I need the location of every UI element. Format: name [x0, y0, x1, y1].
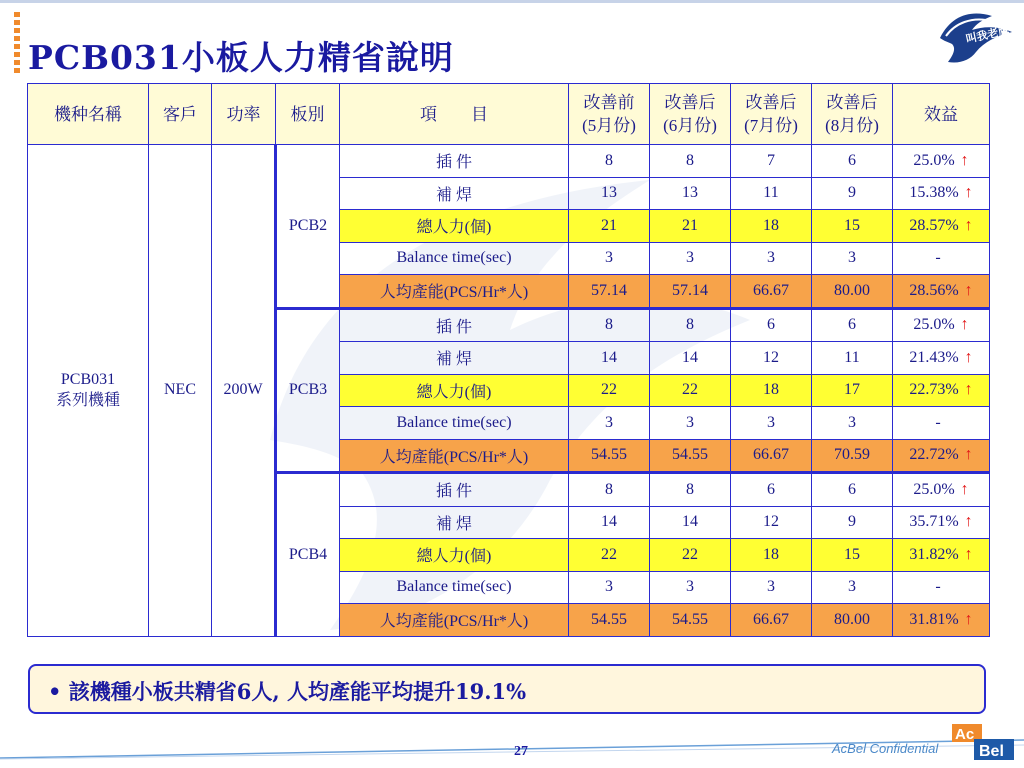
benefit-cell: 28.56% ↑ [893, 275, 990, 309]
board-cell: PCB4 [276, 473, 340, 637]
up-arrow-icon: ↑ [964, 545, 973, 563]
table-header-row [28, 84, 990, 145]
value-cell: 66.67 [731, 604, 812, 637]
item-cell: 補 焊 [340, 177, 569, 210]
value-cell: 13 [650, 177, 731, 210]
header-benefit: 效益 [893, 84, 990, 145]
value-cell: 66.67 [731, 275, 812, 309]
benefit-cell: 21.43% ↑ [893, 342, 990, 375]
value-cell: 54.55 [650, 439, 731, 473]
header-power: 功率 [212, 84, 276, 145]
benefit-cell: 15.38% ↑ [893, 177, 990, 210]
item-cell: 補 焊 [340, 506, 569, 539]
value-cell: 18 [731, 210, 812, 243]
up-arrow-icon: ↑ [960, 316, 969, 334]
benefit-cell: 28.57% ↑ [893, 210, 990, 243]
value-cell: 80.00 [812, 275, 893, 309]
page-title: PCB031小板人力精省說明 [28, 38, 454, 77]
value-cell: 57.14 [569, 275, 650, 309]
confidential-label: AcBel Confidential [832, 741, 939, 756]
up-arrow-icon: ↑ [964, 381, 973, 399]
benefit-cell: 31.81% ↑ [893, 604, 990, 637]
value-cell: 14 [569, 342, 650, 375]
value-cell: 22 [650, 539, 731, 572]
value-cell: 8 [569, 145, 650, 178]
svg-text:Ac: Ac [955, 726, 975, 743]
item-cell: 人均產能(PCS/Hr*人) [340, 604, 569, 637]
header-after-jul: 改善后 (7月份) [731, 84, 812, 145]
board-cell: PCB3 [276, 308, 340, 473]
value-cell: 6 [812, 308, 893, 342]
board-cell: PCB2 [276, 145, 340, 309]
benefit-cell: 31.82% ↑ [893, 539, 990, 572]
value-cell: 80.00 [812, 604, 893, 637]
value-cell: 3 [812, 571, 893, 604]
value-cell: 12 [731, 342, 812, 375]
value-cell: 3 [731, 407, 812, 440]
benefit-cell: 25.0% ↑ [893, 473, 990, 507]
value-cell: 3 [812, 407, 893, 440]
model-name-cell: PCB031 系列機種 [28, 145, 149, 637]
value-cell: 3 [731, 242, 812, 275]
value-cell: 14 [650, 342, 731, 375]
item-cell: 插 件 [340, 473, 569, 507]
value-cell: 3 [569, 571, 650, 604]
header-after-aug: 改善后 (8月份) [812, 84, 893, 145]
benefit-cell: - [893, 571, 990, 604]
svg-text:Bel: Bel [979, 743, 1004, 760]
up-arrow-icon: ↑ [964, 216, 973, 234]
value-cell: 3 [650, 407, 731, 440]
value-cell: 3 [731, 571, 812, 604]
value-cell: 70.59 [812, 439, 893, 473]
up-arrow-icon: ↑ [964, 281, 973, 299]
value-cell: 54.55 [569, 604, 650, 637]
header-board: 板別 [276, 84, 340, 145]
up-arrow-icon: ↑ [960, 151, 969, 169]
item-cell: Balance time(sec) [340, 242, 569, 275]
up-arrow-icon: ↑ [964, 446, 973, 464]
value-cell: 8 [569, 308, 650, 342]
item-cell: 總人力(個) [340, 539, 569, 572]
table-row [28, 145, 990, 178]
customer-cell: NEC [149, 145, 212, 637]
value-cell: 8 [650, 145, 731, 178]
item-cell: 插 件 [340, 308, 569, 342]
item-cell: 人均產能(PCS/Hr*人) [340, 439, 569, 473]
value-cell: 3 [650, 242, 731, 275]
manpower-table [27, 83, 990, 637]
value-cell: 6 [812, 473, 893, 507]
up-arrow-icon: ↑ [964, 184, 973, 202]
power-cell: 200W [212, 145, 276, 637]
value-cell: 3 [650, 571, 731, 604]
up-arrow-icon: ↑ [960, 480, 969, 498]
title-accent-bar [14, 12, 20, 75]
item-cell: 總人力(個) [340, 210, 569, 243]
value-cell: 3 [569, 407, 650, 440]
value-cell: 21 [569, 210, 650, 243]
header-item: 項 目 [340, 84, 569, 145]
value-cell: 15 [812, 210, 893, 243]
benefit-cell: - [893, 242, 990, 275]
value-cell: 14 [650, 506, 731, 539]
value-cell: 22 [650, 374, 731, 407]
summary-box [28, 664, 986, 714]
item-cell: Balance time(sec) [340, 407, 569, 440]
item-cell: 人均產能(PCS/Hr*人) [340, 275, 569, 309]
header-model: 機种名稱 [28, 84, 149, 145]
benefit-cell: - [893, 407, 990, 440]
value-cell: 9 [812, 506, 893, 539]
summary-text: • 該機種小板共精省6人, 人均產能平均提升19.1% [48, 679, 527, 704]
value-cell: 14 [569, 506, 650, 539]
value-cell: 3 [569, 242, 650, 275]
benefit-cell: 22.73% ↑ [893, 374, 990, 407]
value-cell: 11 [731, 177, 812, 210]
value-cell: 8 [569, 473, 650, 507]
eagle-logo-icon [936, 8, 1016, 66]
value-cell: 6 [731, 473, 812, 507]
item-cell: Balance time(sec) [340, 571, 569, 604]
header-before: 改善前 (5月份) [569, 84, 650, 145]
benefit-cell: 22.72% ↑ [893, 439, 990, 473]
value-cell: 54.55 [569, 439, 650, 473]
header-customer: 客戶 [149, 84, 212, 145]
top-rule [0, 0, 1024, 3]
up-arrow-icon: ↑ [964, 513, 973, 531]
value-cell: 12 [731, 506, 812, 539]
value-cell: 18 [731, 374, 812, 407]
acbel-logo-icon [952, 724, 1014, 760]
value-cell: 21 [650, 210, 731, 243]
value-cell: 13 [569, 177, 650, 210]
value-cell: 66.67 [731, 439, 812, 473]
item-cell: 總人力(個) [340, 374, 569, 407]
value-cell: 22 [569, 374, 650, 407]
value-cell: 17 [812, 374, 893, 407]
benefit-cell: 25.0% ↑ [893, 145, 990, 178]
value-cell: 18 [731, 539, 812, 572]
page-number: 27 [514, 744, 528, 759]
value-cell: 9 [812, 177, 893, 210]
value-cell: 7 [731, 145, 812, 178]
benefit-cell: 25.0% ↑ [893, 308, 990, 342]
value-cell: 54.55 [650, 604, 731, 637]
value-cell: 6 [812, 145, 893, 178]
value-cell: 8 [650, 308, 731, 342]
value-cell: 22 [569, 539, 650, 572]
benefit-cell: 35.71% ↑ [893, 506, 990, 539]
value-cell: 8 [650, 473, 731, 507]
value-cell: 15 [812, 539, 893, 572]
value-cell: 57.14 [650, 275, 731, 309]
header-after-jun: 改善后 (6月份) [650, 84, 731, 145]
value-cell: 6 [731, 308, 812, 342]
up-arrow-icon: ↑ [964, 610, 973, 628]
logo-text: 叫我老鷹 [964, 23, 1011, 46]
item-cell: 插 件 [340, 145, 569, 178]
item-cell: 補 焊 [340, 342, 569, 375]
value-cell: 3 [812, 242, 893, 275]
value-cell: 11 [812, 342, 893, 375]
up-arrow-icon: ↑ [964, 348, 973, 366]
